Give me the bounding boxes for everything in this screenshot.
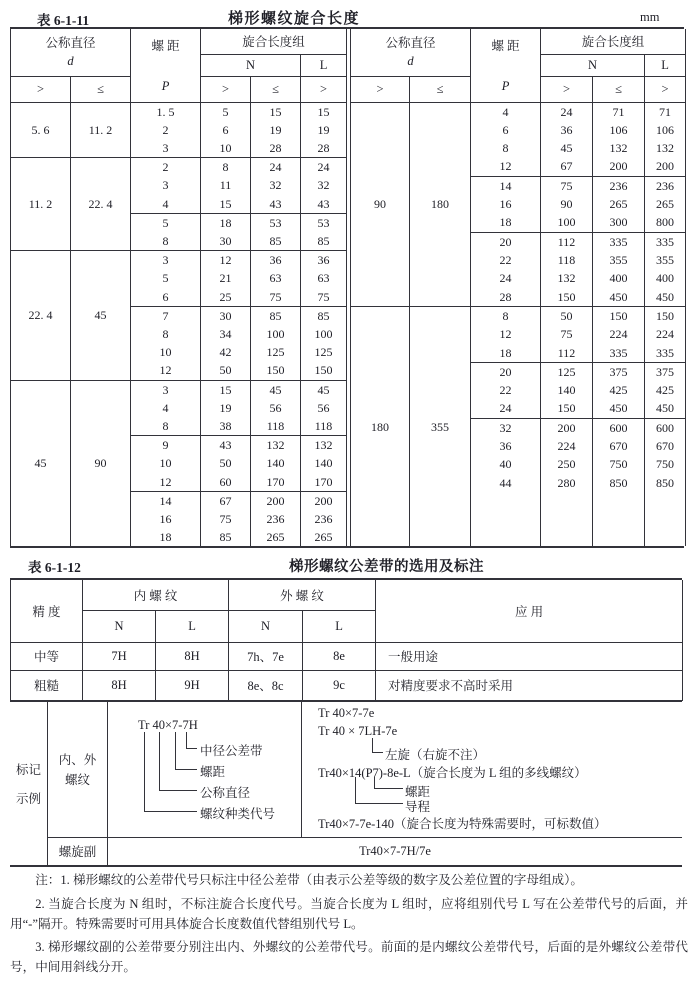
diameter-symbol: d (67, 54, 74, 69)
length-value-cell: 850 (645, 474, 686, 492)
pitch-label: 螺 距 (491, 39, 520, 54)
length-value-cell: 56 (251, 399, 301, 417)
header-pitch (131, 29, 201, 102)
callout-line (355, 777, 403, 804)
pitch-cell: 10 (131, 454, 201, 472)
length-value-cell: 750 (645, 455, 686, 473)
label-line: 内、外 (58, 753, 97, 767)
length-value-cell: 50 (201, 361, 251, 380)
length-value-cell: 335 (593, 232, 645, 251)
diameter-range-cell: 90 (71, 380, 131, 546)
length-value-cell: 15 (201, 380, 251, 399)
length-value-cell: 118 (541, 251, 593, 269)
length-value-cell: 200 (541, 418, 593, 437)
length-value-cell: 43 (301, 195, 347, 214)
length-value-cell: 118 (251, 417, 301, 436)
length-value-cell: 224 (645, 325, 686, 343)
length-value-cell: 125 (251, 343, 301, 361)
length-value-cell: 112 (541, 232, 593, 251)
header-nominal-diameter (351, 29, 471, 76)
header-precision: 精 度 (11, 580, 83, 642)
table1-left-half (10, 29, 347, 546)
length-value-cell: 53 (301, 213, 347, 232)
diameter-range-cell: 5. 6 (11, 102, 71, 158)
pitch-cell: 32 (471, 418, 541, 437)
length-value-cell: 132 (301, 436, 347, 455)
notes (10, 871, 688, 982)
length-value-cell: 45 (251, 380, 301, 399)
table-row (11, 251, 347, 270)
diameter-range-cell: 45 (11, 380, 71, 546)
diameter-range-cell: 355 (410, 306, 471, 546)
length-value-cell: 15 (301, 102, 347, 121)
header-gt: > (541, 76, 593, 102)
length-value-cell: 36 (251, 251, 301, 270)
length-value-cell: 19 (201, 399, 251, 417)
table-row (11, 670, 683, 700)
length-value-cell: 19 (251, 121, 301, 139)
application-cell: 对精度要求不高时采用 (376, 670, 683, 700)
table-row (351, 306, 686, 325)
pitch-cell: 18 (471, 343, 541, 362)
callout-pitch: 螺距 (405, 784, 431, 799)
pitch-label: 螺 距 (151, 39, 180, 54)
table1-number: 表 6-1-11 (37, 13, 90, 28)
thread-pair-example: Tr40×7-7H/7e (108, 837, 682, 865)
length-value-cell: 150 (541, 288, 593, 307)
pitch-cell: 14 (471, 176, 541, 195)
length-value-cell: 8 (201, 158, 251, 177)
length-value-cell: 85 (251, 306, 301, 325)
length-value-cell: 335 (645, 232, 686, 251)
pitch-cell: 8 (131, 325, 201, 343)
length-value-cell: 12 (201, 251, 251, 270)
pitch-cell: 24 (471, 399, 541, 418)
length-value-cell: 34 (201, 325, 251, 343)
diameter-range-cell: 180 (410, 102, 471, 306)
length-value-cell: 85 (301, 306, 347, 325)
length-value-cell: 335 (593, 343, 645, 362)
length-value-cell: 200 (645, 157, 686, 176)
diameter-symbol: d (407, 54, 414, 69)
pitch-cell: 16 (131, 510, 201, 528)
pitch-cell: 9 (131, 436, 201, 455)
pitch-cell: 4 (471, 102, 541, 121)
length-value-cell: 450 (645, 288, 686, 307)
pitch-symbol: P (161, 79, 170, 94)
table-row (11, 102, 347, 121)
length-value-cell: 425 (593, 381, 645, 399)
length-value-cell: 67 (201, 491, 251, 510)
length-value-cell: 236 (301, 510, 347, 528)
callout-line (144, 732, 197, 812)
length-value-cell: 600 (645, 418, 686, 437)
length-value-cell: 125 (301, 343, 347, 361)
length-value-cell: 21 (201, 269, 251, 287)
length-value-cell: 43 (201, 436, 251, 455)
length-value-cell: 125 (541, 362, 593, 381)
table2-upper (10, 580, 683, 701)
callout-nominal-diameter: 公称直径 (200, 785, 251, 800)
pitch-cell: 2 (131, 121, 201, 139)
length-value-cell: 250 (541, 455, 593, 473)
length-value-cell: 265 (645, 195, 686, 213)
length-value-cell: 375 (645, 362, 686, 381)
table-6-1-11 (10, 27, 684, 548)
header-group-l: L (301, 54, 347, 76)
table1-right-half (350, 29, 686, 546)
length-value-cell: 800 (645, 213, 686, 232)
length-value-cell: 300 (593, 213, 645, 232)
pitch-cell: 1. 5 (131, 102, 201, 121)
external-thread-examples (302, 702, 682, 837)
thread-pair-label: 螺旋副 (48, 837, 108, 865)
callout-thread-kind-code: 螺纹种类代号 (200, 806, 276, 821)
length-value-cell: 106 (593, 121, 645, 139)
header-group-n: N (541, 54, 645, 76)
table1-left-body (11, 102, 347, 546)
length-value-cell: 71 (593, 102, 645, 121)
header-gt: > (201, 76, 251, 102)
length-value-cell: 400 (593, 269, 645, 287)
header-nominal-diameter (11, 29, 131, 76)
pitch-cell: 16 (471, 195, 541, 213)
pitch-cell: 18 (471, 213, 541, 232)
pitch-cell: 3 (131, 139, 201, 158)
table2-number: 表 6-1-12 (28, 560, 81, 575)
example-line: Tr40×14(P7)-8e-L（旋合长度为 L 组的多线螺纹） (318, 765, 587, 780)
pitch-cell: 3 (131, 380, 201, 399)
length-value-cell: 45 (301, 380, 347, 399)
header-gt: > (351, 76, 410, 102)
length-value-cell: 236 (593, 176, 645, 195)
length-value-cell: 150 (541, 399, 593, 418)
length-value-cell: 132 (593, 139, 645, 157)
header-l: L (156, 610, 229, 642)
empty-cell (645, 492, 686, 546)
length-value-cell: 670 (645, 437, 686, 455)
label-line: 标记 (15, 762, 41, 777)
example-line: Tr 40×7-7e (318, 705, 375, 720)
marking-example-section (10, 701, 682, 865)
pitch-cell: 8 (131, 417, 201, 436)
table-row (11, 642, 683, 670)
header-pitch (471, 29, 541, 102)
length-value-cell: 75 (541, 176, 593, 195)
header-n: N (83, 610, 156, 642)
note-2: 2. 当旋合长度为 N 组时，不标注旋合长度代号。当旋合长度为 L 组时，应将组别代号 L 写在公差带代号的后面，并用“-”隔开。特殊需要时可用具体旋合长度数值代替组别代号 L。 (10, 896, 688, 931)
table1-title: 梯形螺纹旋合长度 (228, 11, 361, 27)
diameter-range-cell: 180 (351, 306, 410, 546)
header-gt: > (11, 76, 71, 102)
header-gt: > (645, 76, 686, 102)
length-value-cell: 450 (645, 399, 686, 418)
diameter-range-cell: 11. 2 (11, 158, 71, 251)
length-value-cell: 140 (301, 454, 347, 472)
length-value-cell: 67 (541, 157, 593, 176)
length-value-cell: 19 (301, 121, 347, 139)
diameter-range-cell: 90 (351, 102, 410, 306)
length-value-cell: 170 (251, 473, 301, 492)
length-value-cell: 400 (645, 269, 686, 287)
length-value-cell: 24 (301, 158, 347, 177)
pitch-cell: 3 (131, 176, 201, 194)
tolerance-cell: 7h、7e (229, 642, 303, 670)
label-line: 示例 (15, 791, 41, 806)
pitch-cell: 28 (471, 288, 541, 307)
pitch-cell: 6 (471, 121, 541, 139)
length-value-cell: 24 (251, 158, 301, 177)
pitch-cell: 12 (471, 157, 541, 176)
pitch-cell: 22 (471, 381, 541, 399)
length-value-cell: 28 (251, 139, 301, 158)
header-le: ≤ (593, 76, 645, 102)
length-value-cell: 85 (301, 232, 347, 251)
length-value-cell: 200 (251, 491, 301, 510)
length-value-cell: 28 (301, 139, 347, 158)
table-row (351, 102, 686, 121)
length-value-cell: 150 (645, 306, 686, 325)
header-engagement-length-group: 旋合长度组 (201, 29, 347, 54)
length-value-cell: 42 (201, 343, 251, 361)
length-value-cell: 200 (301, 491, 347, 510)
length-value-cell: 15 (251, 102, 301, 121)
pitch-cell: 12 (131, 361, 201, 380)
pitch-cell: 7 (131, 306, 201, 325)
pitch-cell: 12 (131, 473, 201, 492)
length-value-cell: 112 (541, 343, 593, 362)
length-value-cell: 11 (201, 176, 251, 194)
length-value-cell: 200 (593, 157, 645, 176)
header-internal-thread: 内 螺 纹 (83, 580, 229, 610)
length-value-cell: 36 (301, 251, 347, 270)
length-value-cell: 90 (541, 195, 593, 213)
length-value-cell: 132 (645, 139, 686, 157)
length-value-cell: 140 (251, 454, 301, 472)
pitch-cell: 24 (471, 269, 541, 287)
pitch-cell: 14 (131, 491, 201, 510)
length-value-cell: 24 (541, 102, 593, 121)
pitch-cell: 20 (471, 362, 541, 381)
length-value-cell: 36 (541, 121, 593, 139)
length-value-cell: 30 (201, 232, 251, 251)
pitch-cell: 6 (131, 288, 201, 307)
pitch-cell: 8 (131, 232, 201, 251)
length-value-cell: 236 (251, 510, 301, 528)
precision-cell: 中等 (11, 642, 83, 670)
length-value-cell: 43 (251, 195, 301, 214)
example-line: Tr 40 × 7LH-7e (318, 723, 398, 738)
pitch-cell: 40 (471, 455, 541, 473)
length-value-cell: 335 (645, 343, 686, 362)
length-value-cell: 265 (301, 528, 347, 546)
tolerance-cell: 9c (303, 670, 376, 700)
length-value-cell: 32 (251, 176, 301, 194)
header-n: N (229, 610, 303, 642)
internal-external-thread-label (48, 702, 108, 837)
tolerance-cell: 8H (83, 670, 156, 700)
length-value-cell: 75 (541, 325, 593, 343)
length-value-cell: 150 (251, 361, 301, 380)
length-value-cell: 85 (251, 232, 301, 251)
label-line: 螺纹 (64, 773, 90, 787)
length-value-cell: 355 (645, 251, 686, 269)
length-value-cell: 38 (201, 417, 251, 436)
length-value-cell: 670 (593, 437, 645, 455)
length-value-cell: 170 (301, 473, 347, 492)
header-le: ≤ (71, 76, 131, 102)
header-group-n: N (201, 54, 301, 76)
diameter-range-cell: 22. 4 (71, 158, 131, 251)
length-value-cell: 6 (201, 121, 251, 139)
length-value-cell: 60 (201, 473, 251, 492)
callout-pitch: 螺距 (200, 764, 226, 779)
pitch-cell: 4 (131, 195, 201, 214)
nominal-diameter-label: 公称直径 (385, 36, 436, 51)
length-value-cell: 75 (301, 288, 347, 307)
header-l: L (303, 610, 376, 642)
nominal-diameter-label: 公称直径 (45, 36, 96, 51)
length-value-cell: 750 (593, 455, 645, 473)
pitch-cell: 12 (471, 325, 541, 343)
pitch-cell: 22 (471, 251, 541, 269)
header-le: ≤ (410, 76, 471, 102)
diameter-range-cell: 11. 2 (71, 102, 131, 158)
header-le: ≤ (251, 76, 301, 102)
length-value-cell: 10 (201, 139, 251, 158)
length-value-cell: 75 (251, 288, 301, 307)
length-value-cell: 32 (301, 176, 347, 194)
tolerance-cell: 7H (83, 642, 156, 670)
length-value-cell: 375 (593, 362, 645, 381)
pitch-cell: 18 (131, 528, 201, 546)
pitch-cell: 4 (131, 399, 201, 417)
length-value-cell: 236 (645, 176, 686, 195)
callout-left-hand: 左旋（右旋不注） (385, 747, 486, 762)
length-value-cell: 850 (593, 474, 645, 492)
length-value-cell: 71 (645, 102, 686, 121)
length-value-cell: 140 (541, 381, 593, 399)
tolerance-cell: 8e、8c (229, 670, 303, 700)
table1-unit: mm (640, 10, 660, 24)
designation-formula: Tr 40×7-7H (138, 717, 198, 732)
marking-example-label (10, 702, 48, 865)
pitch-cell: 10 (131, 343, 201, 361)
length-value-cell: 100 (251, 325, 301, 343)
length-value-cell: 50 (541, 306, 593, 325)
length-value-cell: 355 (593, 251, 645, 269)
length-value-cell: 85 (201, 528, 251, 546)
header-group-l: L (645, 54, 686, 76)
example-line: Tr40×7-7e-140（旋合长度为特殊需要时，可标数值） (318, 816, 607, 831)
note-3: 3. 梯形螺纹副的公差带要分别注出内、外螺纹的公差带代号。前面的是内螺纹公差带代号，后面的是外螺纹公差带代号，中间用斜线分开。 (10, 940, 688, 975)
length-value-cell: 150 (593, 306, 645, 325)
empty-cell (593, 492, 645, 546)
length-value-cell: 450 (593, 399, 645, 418)
tolerance-cell: 8e (303, 642, 376, 670)
pitch-cell: 5 (131, 213, 201, 232)
empty-cell (541, 492, 593, 546)
pitch-cell: 3 (131, 251, 201, 270)
length-value-cell: 50 (201, 454, 251, 472)
length-value-cell: 600 (593, 418, 645, 437)
length-value-cell: 425 (645, 381, 686, 399)
header-application: 应 用 (376, 580, 683, 642)
application-cell: 一般用途 (376, 642, 683, 670)
precision-cell: 粗糙 (11, 670, 83, 700)
pitch-cell: 36 (471, 437, 541, 455)
length-value-cell: 224 (593, 325, 645, 343)
empty-cell (471, 492, 541, 546)
table1-right-body (351, 102, 686, 546)
length-value-cell: 5 (201, 102, 251, 121)
tolerance-cell: 8H (156, 642, 229, 670)
length-value-cell: 224 (541, 437, 593, 455)
callout-lead: 导程 (405, 799, 431, 814)
length-value-cell: 75 (201, 510, 251, 528)
table-row (11, 158, 347, 177)
table-6-1-12 (10, 578, 682, 867)
diameter-range-cell: 22. 4 (11, 251, 71, 380)
length-value-cell: 100 (301, 325, 347, 343)
header-gt: > (301, 76, 347, 102)
length-value-cell: 265 (593, 195, 645, 213)
pitch-symbol: P (501, 79, 510, 94)
header-external-thread: 外 螺 纹 (229, 580, 376, 610)
length-value-cell: 15 (201, 195, 251, 214)
tolerance-cell: 9H (156, 670, 229, 700)
pitch-cell: 2 (131, 158, 201, 177)
header-engagement-length-group: 旋合长度组 (541, 29, 686, 54)
pitch-cell: 8 (471, 306, 541, 325)
length-value-cell: 132 (251, 436, 301, 455)
length-value-cell: 56 (301, 399, 347, 417)
pitch-cell: 8 (471, 139, 541, 157)
length-value-cell: 106 (645, 121, 686, 139)
length-value-cell: 45 (541, 139, 593, 157)
pitch-cell: 20 (471, 232, 541, 251)
diameter-range-cell: 45 (71, 251, 131, 380)
length-value-cell: 25 (201, 288, 251, 307)
length-value-cell: 450 (593, 288, 645, 307)
table-row (11, 380, 347, 399)
length-value-cell: 265 (251, 528, 301, 546)
length-value-cell: 63 (301, 269, 347, 287)
length-value-cell: 280 (541, 474, 593, 492)
thread-designation-diagram (108, 702, 302, 837)
pitch-cell: 5 (131, 269, 201, 287)
length-value-cell: 118 (301, 417, 347, 436)
length-value-cell: 150 (301, 361, 347, 380)
callout-line (372, 738, 383, 753)
length-value-cell: 18 (201, 213, 251, 232)
length-value-cell: 30 (201, 306, 251, 325)
length-value-cell: 132 (541, 269, 593, 287)
length-value-cell: 100 (541, 213, 593, 232)
pitch-cell: 44 (471, 474, 541, 492)
note-1: 注：1. 梯形螺纹的公差带代号只标注中径公差带（由表示公差等级的数字及公差位置的字母组成）。 (35, 873, 584, 887)
length-value-cell: 53 (251, 213, 301, 232)
callout-pitch-tolerance: 中径公差带 (200, 743, 263, 758)
length-value-cell: 63 (251, 269, 301, 287)
table2-title: 梯形螺纹公差带的选用及标注 (289, 559, 484, 575)
